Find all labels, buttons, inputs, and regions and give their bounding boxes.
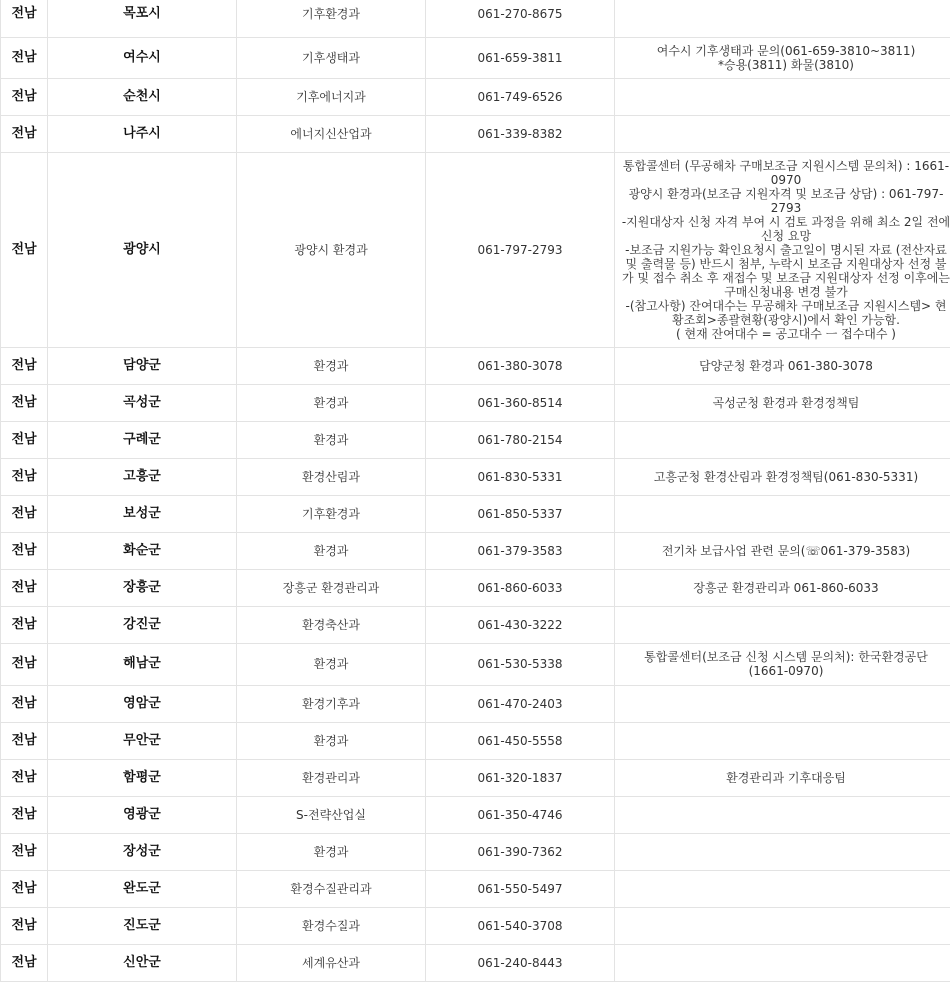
city-cell: 신안군 (48, 944, 237, 981)
note-cell (615, 722, 950, 759)
contact-table-body (1, 0, 950, 981)
city-cell: 해남군 (48, 643, 237, 685)
note-cell: 장흥군 환경관리과 061-860-6033 (615, 569, 950, 606)
table-row (1, 796, 950, 833)
department-cell: 환경과 (237, 833, 426, 870)
note-cell: 전기차 보급사업 관련 문의(☏061-379-3583) (615, 532, 950, 569)
department-cell: 환경축산과 (237, 606, 426, 643)
city-cell: 영암군 (48, 685, 237, 722)
table-row (1, 643, 950, 685)
table-row (1, 0, 950, 37)
table-row (1, 532, 950, 569)
department-cell: 광양시 환경과 (237, 152, 426, 347)
note-cell: 담양군청 환경과 061-380-3078 (615, 347, 950, 384)
phone-cell: 061-530-5338 (426, 643, 615, 685)
city-cell: 장흥군 (48, 569, 237, 606)
region-cell: 전남 (1, 495, 48, 532)
city-cell: 장성군 (48, 833, 237, 870)
phone-cell: 061-380-3078 (426, 347, 615, 384)
city-cell: 곡성군 (48, 384, 237, 421)
phone-cell: 061-339-8382 (426, 115, 615, 152)
city-cell: 영광군 (48, 796, 237, 833)
phone-cell: 061-749-6526 (426, 78, 615, 115)
region-cell: 전남 (1, 685, 48, 722)
city-cell: 고흥군 (48, 458, 237, 495)
note-cell (615, 421, 950, 458)
region-cell: 전남 (1, 115, 48, 152)
city-cell: 무안군 (48, 722, 237, 759)
phone-cell: 061-240-8443 (426, 944, 615, 981)
department-cell: 환경과 (237, 643, 426, 685)
note-cell (615, 944, 950, 981)
phone-cell: 061-850-5337 (426, 495, 615, 532)
table-row (1, 152, 950, 347)
department-cell: 세계유산과 (237, 944, 426, 981)
department-cell: 환경기후과 (237, 685, 426, 722)
phone-cell: 061-780-2154 (426, 421, 615, 458)
city-cell: 순천시 (48, 78, 237, 115)
city-cell: 완도군 (48, 870, 237, 907)
department-cell: S-전략산업실 (237, 796, 426, 833)
note-cell (615, 907, 950, 944)
phone-cell: 061-550-5497 (426, 870, 615, 907)
note-cell (615, 495, 950, 532)
table-row (1, 569, 950, 606)
table-row (1, 421, 950, 458)
phone-cell: 061-797-2793 (426, 152, 615, 347)
department-cell: 기후환경과 (237, 495, 426, 532)
city-cell: 보성군 (48, 495, 237, 532)
note-cell (615, 796, 950, 833)
phone-cell: 061-390-7362 (426, 833, 615, 870)
region-cell: 전남 (1, 606, 48, 643)
phone-cell: 061-830-5331 (426, 458, 615, 495)
department-cell: 에너지신산업과 (237, 115, 426, 152)
city-cell: 광양시 (48, 152, 237, 347)
phone-cell: 061-360-8514 (426, 384, 615, 421)
city-cell: 화순군 (48, 532, 237, 569)
city-cell: 목포시 (48, 0, 237, 37)
note-cell: 통합콜센터(보조금 신청 시스템 문의처): 한국환경공단 (1661-0970) (615, 643, 950, 685)
phone-cell: 061-540-3708 (426, 907, 615, 944)
region-cell: 전남 (1, 944, 48, 981)
department-cell: 환경수질과 (237, 907, 426, 944)
region-cell: 전남 (1, 643, 48, 685)
table-row (1, 606, 950, 643)
note-cell (615, 115, 950, 152)
phone-cell: 061-350-4746 (426, 796, 615, 833)
region-cell: 전남 (1, 458, 48, 495)
phone-cell: 061-659-3811 (426, 37, 615, 78)
region-cell: 전남 (1, 421, 48, 458)
city-cell: 나주시 (48, 115, 237, 152)
department-cell: 환경산림과 (237, 458, 426, 495)
region-cell: 전남 (1, 796, 48, 833)
note-cell (615, 78, 950, 115)
phone-cell: 061-320-1837 (426, 759, 615, 796)
region-cell: 전남 (1, 833, 48, 870)
note-cell (615, 685, 950, 722)
table-row (1, 115, 950, 152)
region-cell: 전남 (1, 347, 48, 384)
region-cell: 전남 (1, 384, 48, 421)
city-cell: 함평군 (48, 759, 237, 796)
phone-cell: 061-270-8675 (426, 0, 615, 37)
city-cell: 강진군 (48, 606, 237, 643)
note-cell (615, 870, 950, 907)
note-cell (615, 606, 950, 643)
department-cell: 기후에너지과 (237, 78, 426, 115)
region-cell: 전남 (1, 870, 48, 907)
table-row (1, 384, 950, 421)
city-cell: 여수시 (48, 37, 237, 78)
region-cell: 전남 (1, 907, 48, 944)
note-cell: 통합콜센터 (무공해차 구매보조금 지원시스템 문의처) : 1661-0970 광양시 환경과(보조금 지원자격 및 보조금 상담) : 061-797-2793 -지원대상자 신청 자격 부여 시 검토 과정을 위해 최소 2일 전에 신청 요망 -보조금 지원가능 확인요청시 출고일이 명시된 자료 (전산자료 및 출력물 등) 반드시 첨부, 누락시 보조금 지원대상자 선정 불가 및 접수 취소 후 재접수 및 보조금 지원대상자 선정 이후에는 구매신청내용 변경 불가 -(참고사항) 잔여대수는 무공해차 구매보조금 지원시스템> 현황조회>종괄현황(광양시)에서 확인 가능함. ( 현재 잔여대수 = 공고대수 ㅡ 접수대수 ) (615, 152, 950, 347)
department-cell: 환경과 (237, 384, 426, 421)
table-row (1, 944, 950, 981)
table-row (1, 759, 950, 796)
region-cell: 전남 (1, 532, 48, 569)
note-cell: 고흥군청 환경산림과 환경정책팀(061-830-5331) (615, 458, 950, 495)
phone-cell: 061-470-2403 (426, 685, 615, 722)
note-cell: 곡성군청 환경과 환경정책팀 (615, 384, 950, 421)
table-row (1, 37, 950, 78)
table-row (1, 833, 950, 870)
region-cell: 전남 (1, 722, 48, 759)
table-row (1, 907, 950, 944)
region-cell: 전남 (1, 569, 48, 606)
region-cell: 전남 (1, 37, 48, 78)
note-cell: 여수시 기후생태과 문의(061-659-3810~3811) *승용(3811) 화물(3810) (615, 37, 950, 78)
table-row (1, 458, 950, 495)
table-row (1, 347, 950, 384)
table-row (1, 495, 950, 532)
department-cell: 환경과 (237, 347, 426, 384)
table-row (1, 78, 950, 115)
phone-cell: 061-430-3222 (426, 606, 615, 643)
department-cell: 장흥군 환경관리과 (237, 569, 426, 606)
region-cell: 전남 (1, 78, 48, 115)
department-cell: 환경과 (237, 722, 426, 759)
department-cell: 환경과 (237, 532, 426, 569)
city-cell: 담양군 (48, 347, 237, 384)
table-row (1, 870, 950, 907)
region-cell: 전남 (1, 0, 48, 37)
note-cell (615, 0, 950, 37)
phone-cell: 061-450-5558 (426, 722, 615, 759)
region-cell: 전남 (1, 152, 48, 347)
note-cell (615, 833, 950, 870)
city-cell: 진도군 (48, 907, 237, 944)
region-cell: 전남 (1, 759, 48, 796)
note-cell: 환경관리과 기후대응팀 (615, 759, 950, 796)
department-cell: 환경과 (237, 421, 426, 458)
department-cell: 기후환경과 (237, 0, 426, 37)
department-cell: 환경수질관리과 (237, 870, 426, 907)
department-cell: 기후생태과 (237, 37, 426, 78)
phone-cell: 061-379-3583 (426, 532, 615, 569)
city-cell: 구례군 (48, 421, 237, 458)
department-cell: 환경관리과 (237, 759, 426, 796)
table-row (1, 722, 950, 759)
phone-cell: 061-860-6033 (426, 569, 615, 606)
table-row (1, 685, 950, 722)
